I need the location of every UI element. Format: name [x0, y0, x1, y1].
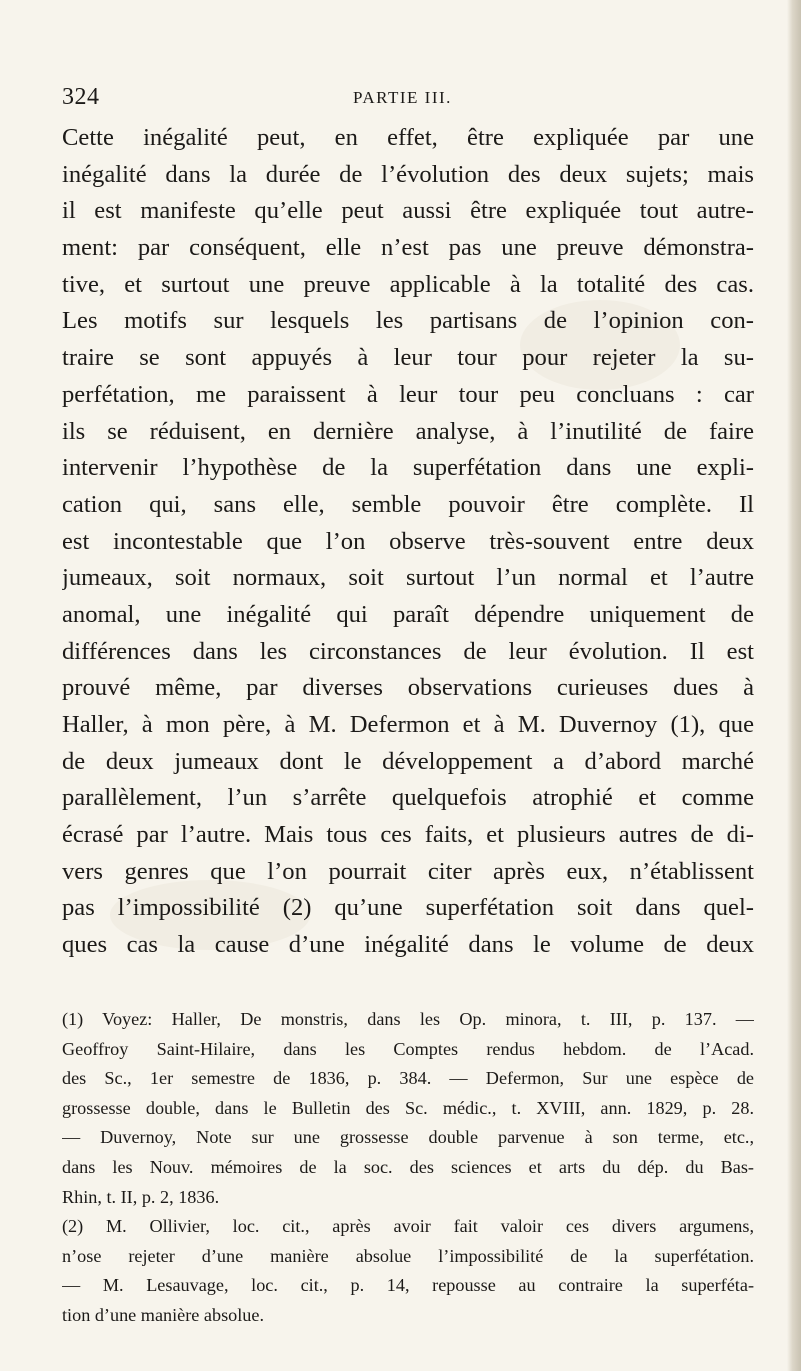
footnote-line: tion d’une manière absolue.: [62, 1304, 265, 1325]
running-head: PARTIE III.: [353, 88, 452, 107]
text-line: Haller, à mon père, à M. Defermon et à M. Duvernoy (1), que: [62, 711, 754, 738]
footnote-line: Rhin, t. II, p. 2, 1836.: [62, 1186, 220, 1207]
text-line: Les motifs sur lesquels les partisans de l’opinion con-: [62, 307, 754, 335]
page-edge-shadow: [787, 0, 801, 1371]
text-line: ment: par conséquent, elle n’est pas une preuve démonstra-: [62, 234, 754, 262]
footnote-line: — M. Lesauvage, loc. cit., p. 14, repousse au contraire la superféta-: [62, 1275, 754, 1296]
footnote-line: (1) Voyez: Haller, De monstris, dans les Op. minora, t. III, p. 137. —: [62, 1009, 754, 1029]
footnote-line: grossesse double, dans le Bulletin des Sc. médic., t. XVIII, ann. 1829, p. 28.: [62, 1097, 754, 1118]
text-line: écrasé par l’autre. Mais tous ces faits, et plusieurs autres de di-: [62, 821, 754, 849]
text-line: anomal, une inégalité qui paraît dépendre uniquement de: [62, 600, 754, 628]
text-line: jumeaux, soit normaux, soit surtout l’un normal et l’autre: [62, 564, 754, 592]
footnote-line: des Sc., 1er semestre de 1836, p. 384. — Defermon, Sur une espèce de: [62, 1068, 754, 1089]
text-line: intervenir l’hypothèse de la superfétation dans une expli-: [62, 454, 754, 482]
text-line: parallèlement, l’un s’arrête quelquefois atrophié et comme: [62, 784, 754, 812]
text-line: perfétation, me paraissent à leur tour peu concluans : car: [62, 380, 754, 408]
footnote-line: n’ose rejeter d’une manière absolue l’impossibilité de la superfétation.: [62, 1245, 754, 1266]
text-line: prouvé même, par diverses observations curieuses dues à: [62, 674, 754, 702]
footnote-line: Geoffroy Saint-Hilaire, dans les Comptes rendus hebdom. de l’Acad.: [62, 1038, 754, 1059]
footnotes: [62, 1005, 754, 1331]
text-line: ques cas la cause d’une inégalité dans le volume de deux: [62, 931, 754, 959]
text-line: vers genres que l’on pourrait citer après eux, n’établissent: [62, 857, 754, 885]
text-line: traire se sont appuyés à leur tour pour rejeter la su-: [62, 344, 754, 372]
main-text: [62, 120, 754, 964]
footnote-line: (2) M. Ollivier, loc. cit., après avoir fait valoir ces divers argumens,: [62, 1216, 754, 1237]
text-line: il est manifeste qu’elle peut aussi être expliquée tout autre-: [62, 197, 754, 225]
text-line: est incontestable que l’on observe très-souvent entre deux: [62, 527, 754, 555]
text-line: de deux jumeaux dont le développement a d’abord marché: [62, 747, 754, 775]
page-number: 324: [62, 84, 100, 110]
text-line: Cette inégalité peut, en effet, être expliquée par une: [62, 124, 754, 151]
footnote-line: — Duvernoy, Note sur une grossesse double parvenue à son terme, etc.,: [62, 1127, 754, 1148]
text-line: inégalité dans la durée de l’évolution des deux sujets; mais: [62, 160, 754, 188]
page-header: [62, 84, 752, 114]
text-line: différences dans les circonstances de leur évolution. Il est: [62, 637, 754, 665]
text-line: ils se réduisent, en dernière analyse, à l’inutilité de faire: [62, 417, 754, 445]
footnote-line: dans les Nouv. mémoires de la soc. des sciences et arts du dép. du Bas-: [62, 1156, 754, 1177]
text-line: pas l’impossibilité (2) qu’une superfétation soit dans quel-: [62, 894, 754, 922]
text-line: cation qui, sans elle, semble pouvoir être complète. Il: [62, 490, 754, 518]
text-line: tive, et surtout une preuve applicable à la totalité des cas.: [62, 270, 754, 298]
